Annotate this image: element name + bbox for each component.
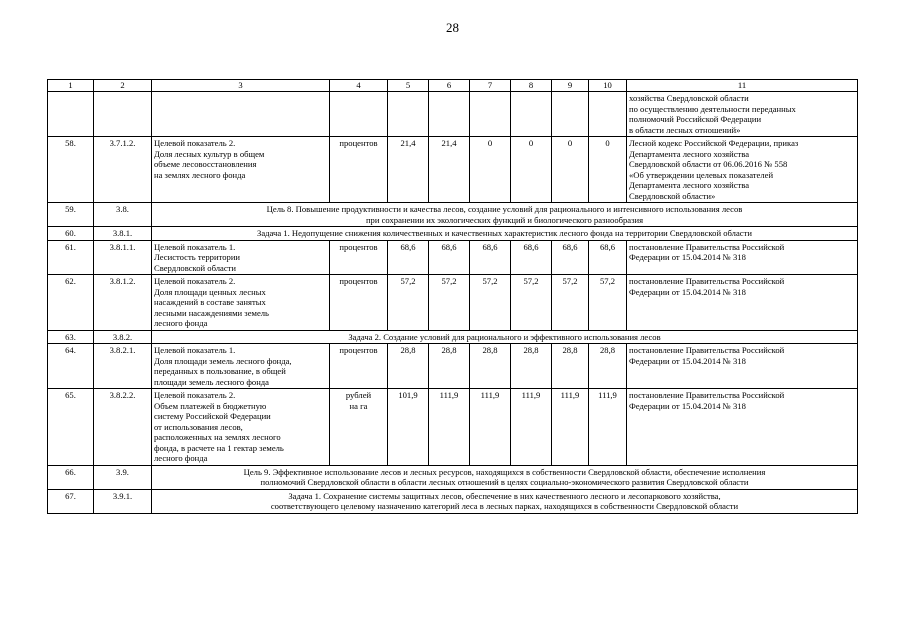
column-header-line: 11: [737, 80, 747, 90]
value-cell: [429, 137, 470, 203]
row-code: [94, 275, 152, 331]
empty-cell: [330, 92, 388, 137]
value-cell-line: 0: [528, 138, 534, 148]
row-number: [48, 389, 94, 466]
column-header: [589, 80, 627, 92]
column-header-line: 5: [405, 80, 411, 90]
source-cell: [627, 137, 858, 203]
indicator-name-line: Целевой показатель 2.: [154, 276, 236, 286]
page-number: 28: [446, 20, 459, 35]
goal-task-text-line: полномочий Свердловской области в области лесных отношений в целях социально-экономического развития Свердловской области: [260, 477, 749, 487]
value-cell: [511, 344, 552, 389]
row-number: [48, 489, 94, 513]
value-cell-line: 68,6: [482, 241, 498, 252]
header-row: [48, 80, 858, 92]
row-number: [48, 275, 94, 331]
value-cell-line: 68,6: [523, 241, 539, 252]
value-cell-line: 0: [605, 138, 610, 148]
unit: [330, 137, 388, 203]
source-cell-line: Свердловской области от 06.06.2016 № 558: [629, 159, 788, 169]
source-cell-line: Департамента лесного хозяйства: [629, 180, 750, 190]
table-row: [48, 489, 858, 513]
value-cell-line: 111,9: [439, 390, 459, 400]
value-cell: [429, 344, 470, 389]
unit: [330, 389, 388, 466]
goal-task-text-line: при сохранении их экологических функций и биологического разнообразия: [365, 214, 644, 225]
goal-task-text: [152, 227, 858, 241]
value-cell-line: 111,9: [560, 390, 580, 400]
indicator-name: [152, 137, 330, 203]
empty-cell: [94, 92, 152, 137]
goal-task-text-line: Задача 1. Недопущение снижения количественных и качественных характеристик лесного фонда на территории Свердловской области: [257, 228, 752, 238]
indicator-name-line: Целевой показатель 2.: [154, 390, 236, 400]
value-cell-line: 57,2: [400, 276, 416, 286]
row-code-line: 3.9.1.: [112, 490, 133, 501]
column-header-line: 10: [603, 80, 612, 90]
continuation-row: [48, 92, 858, 137]
unit-line: рублей: [345, 390, 372, 400]
value-cell-line: 21,4: [400, 138, 416, 148]
source-cell-line: Лесной кодекс Российской Федерации, приказ: [629, 138, 799, 148]
indicator-name: [152, 275, 330, 331]
row-number: [48, 330, 94, 344]
row-code-line: 3.8.1.2.: [109, 276, 136, 286]
row-number: [48, 240, 94, 275]
unit-line: процентов: [339, 241, 378, 252]
source-cell: [627, 240, 858, 275]
value-cell: [429, 389, 470, 466]
value-cell: [589, 344, 627, 389]
source-cell-line: Свердловской области»: [629, 190, 716, 201]
table-row: [48, 330, 858, 344]
indicator-name-line: расположенных на землях лесного: [154, 432, 281, 442]
source-cell-line: «Об утверждении целевых показателей: [629, 169, 774, 180]
goal-task-text-line: Цель 8. Повышение продуктивности и качества лесов, создание условий для рационального и интенсивного использования лесов: [266, 204, 743, 214]
column-header: [388, 80, 429, 92]
value-cell: [388, 344, 429, 389]
indicator-name-line: систему Российской Федерации: [154, 411, 271, 421]
value-cell: [552, 240, 589, 275]
table-row: [48, 137, 858, 203]
unit: [330, 344, 388, 389]
value-cell-line: 28,8: [482, 345, 498, 355]
indicator-name: [152, 389, 330, 466]
row-code: [94, 330, 152, 344]
row-code-line: 3.7.1.2.: [109, 138, 136, 148]
goal-task-text: [152, 203, 858, 227]
row-number: [48, 227, 94, 241]
column-header-line: 6: [446, 80, 452, 90]
column-header: [152, 80, 330, 92]
value-cell-line: 68,6: [599, 241, 616, 252]
unit-line: процентов: [339, 345, 378, 355]
goal-task-text-line: Задача 1. Сохранение системы защитных лесов, обеспечение в них качественного лесного и лесопаркового хозяйства,: [288, 490, 721, 501]
source-cell-line: хозяйства Свердловской области: [629, 93, 749, 103]
indicator-name-line: лесными насаждениями земель: [154, 307, 269, 318]
indicator-name-line: Целевой показатель 2.: [154, 138, 236, 148]
source-cell: [627, 344, 858, 389]
indicator-name-line: площади земель лесного фонда: [154, 376, 269, 387]
source-cell-line: Федерации от 15.04.2014 № 318: [629, 252, 746, 262]
indicator-name-line: Свердловской области: [154, 262, 237, 273]
column-header-line: 9: [567, 80, 573, 90]
row-number-line: 62.: [65, 276, 76, 286]
value-cell: [470, 240, 511, 275]
value-cell-line: 68,6: [562, 241, 578, 252]
row-number: [48, 344, 94, 389]
source-cell-line: постановление Правительства Российской: [629, 276, 785, 286]
row-code-line: 3.8.1.1.: [109, 241, 136, 252]
indicator-name-line: фонда, в расчете на 1 гектар земель: [154, 442, 284, 453]
value-cell: [589, 389, 627, 466]
value-cell: [429, 275, 470, 331]
row-code: [94, 227, 152, 241]
value-cell: [470, 275, 511, 331]
source-cell: [627, 389, 858, 466]
indicator-name-line: лесного фонда: [154, 453, 208, 463]
row-number-line: 63.: [65, 331, 76, 342]
value-cell: [429, 240, 470, 275]
value-cell-line: 57,2: [523, 276, 539, 286]
empty-cell: [388, 92, 429, 137]
unit-line: процентов: [339, 276, 378, 286]
row-code-line: 3.8.2.1.: [109, 345, 136, 355]
row-code: [94, 344, 152, 389]
value-cell-line: 57,2: [562, 276, 578, 286]
row-code-line: 3.9.: [116, 466, 129, 477]
value-cell-line: 111,9: [598, 390, 617, 400]
indicator-name-line: Доля площади ценных лесных: [154, 286, 266, 297]
value-cell: [511, 240, 552, 275]
empty-cell: [152, 92, 330, 137]
row-code: [94, 465, 152, 489]
goal-task-text: [152, 489, 858, 513]
value-cell-line: 28,8: [599, 345, 616, 355]
indicators-table: [47, 79, 858, 514]
column-header-line: 7: [487, 80, 493, 90]
table-row: [48, 203, 858, 227]
value-cell-line: 57,2: [441, 276, 457, 286]
value-cell: [388, 389, 429, 466]
table-row: [48, 275, 858, 331]
value-cell: [589, 275, 627, 331]
column-header-line: 1: [68, 80, 73, 90]
empty-cell: [511, 92, 552, 137]
row-code: [94, 137, 152, 203]
value-cell: [589, 240, 627, 275]
source-cell: [627, 275, 858, 331]
value-cell: [388, 137, 429, 203]
row-code: [94, 389, 152, 466]
indicator-name-line: Лесистость территории: [154, 252, 241, 262]
column-header: [511, 80, 552, 92]
indicator-name-line: Объем платежей в бюджетную: [154, 400, 267, 411]
empty-cell: [470, 92, 511, 137]
row-code: [94, 240, 152, 275]
value-cell-line: 28,8: [441, 345, 457, 355]
row-code-line: 3.8.: [116, 204, 129, 214]
table-row: [48, 465, 858, 489]
value-cell: [511, 389, 552, 466]
row-number-line: 64.: [65, 345, 76, 355]
source-cell: [627, 92, 858, 137]
value-cell-line: 0: [567, 138, 573, 148]
source-cell-line: Федерации от 15.04.2014 № 318: [629, 355, 746, 366]
goal-task-text: [152, 465, 858, 489]
indicator-name-line: переданных в пользование, в общей: [154, 366, 286, 376]
row-code: [94, 489, 152, 513]
indicator-name: [152, 240, 330, 275]
indicator-name: [152, 344, 330, 389]
source-cell-line: в области лесных отношений»: [629, 124, 741, 135]
value-cell: [552, 137, 589, 203]
value-cell: [388, 275, 429, 331]
value-cell: [470, 344, 511, 389]
column-header: [627, 80, 858, 92]
row-code-line: 3.8.1.: [112, 228, 133, 238]
indicator-name-line: объеме лесовосстановления: [154, 159, 257, 169]
unit-line: процентов: [339, 138, 378, 148]
indicator-name-line: Целевой показатель 1.: [154, 241, 236, 252]
row-code-line: 3.8.2.2.: [109, 390, 136, 400]
row-number-line: 65.: [65, 390, 76, 400]
column-header: [552, 80, 589, 92]
unit: [330, 275, 388, 331]
row-number: [48, 465, 94, 489]
value-cell: [470, 389, 511, 466]
indicator-name-line: от использования лесов,: [154, 421, 243, 432]
table-row: [48, 240, 858, 275]
indicator-name-line: Доля лесных культур в общем: [154, 148, 265, 159]
value-cell-line: 28,8: [562, 345, 578, 355]
value-cell-line: 101,9: [398, 390, 418, 400]
column-header-line: 4: [356, 80, 361, 90]
value-cell-line: 68,6: [400, 241, 416, 252]
indicator-name-line: Целевой показатель 1.: [154, 345, 236, 355]
row-code-line: 3.8.2.: [112, 331, 133, 342]
source-cell-line: постановление Правительства Российской: [629, 345, 785, 355]
empty-cell: [552, 92, 589, 137]
value-cell-line: 111,9: [521, 390, 541, 400]
goal-task-text-line: соответствующего целевому назначению категорий леса в лесных парках, находящихся в собственности Свердловской области: [270, 501, 739, 511]
goal-task-text-line: Задача 2. Создание условий для рационального и эффективного использования лесов: [348, 331, 661, 342]
table-row: [48, 389, 858, 466]
row-number-line: 58.: [65, 138, 76, 148]
value-cell: [511, 137, 552, 203]
unit-line: на га: [349, 400, 368, 411]
value-cell-line: 28,8: [523, 345, 539, 355]
source-cell-line: Федерации от 15.04.2014 № 318: [629, 400, 746, 411]
goal-task-text-line: Цель 9. Эффективное использование лесов и лесных ресурсов, находящихся в собственности Свердловской области, обеспечение исполнения: [243, 466, 766, 477]
value-cell-line: 0: [487, 138, 493, 148]
empty-cell: [589, 92, 627, 137]
unit: [330, 240, 388, 275]
source-cell-line: Департамента лесного хозяйства: [629, 148, 750, 159]
column-header-line: 3: [238, 80, 243, 90]
column-header: [429, 80, 470, 92]
empty-cell: [48, 92, 94, 137]
column-header: [48, 80, 94, 92]
column-header: [470, 80, 511, 92]
row-code: [94, 203, 152, 227]
value-cell-line: 57,2: [482, 276, 498, 286]
indicator-name-line: насаждений в составе занятых: [154, 297, 266, 307]
value-cell: [470, 137, 511, 203]
row-number-line: 61.: [65, 241, 76, 252]
row-number-line: 59.: [65, 204, 76, 214]
row-number-line: 67.: [65, 490, 76, 501]
value-cell: [511, 275, 552, 331]
source-cell-line: Федерации от 15.04.2014 № 318: [629, 286, 746, 297]
column-header: [94, 80, 152, 92]
column-header-line: 8: [528, 80, 534, 90]
value-cell-line: 21,4: [441, 138, 457, 148]
value-cell-line: 111,9: [480, 390, 500, 400]
value-cell: [552, 389, 589, 466]
row-number: [48, 203, 94, 227]
column-header: [330, 80, 388, 92]
table-row: [48, 344, 858, 389]
goal-task-text: [152, 330, 858, 344]
row-number-line: 60.: [65, 228, 76, 238]
indicator-name-line: на землях лесного фонда: [154, 169, 246, 180]
value-cell-line: 57,2: [599, 276, 616, 286]
value-cell-line: 68,6: [441, 241, 457, 252]
row-number-line: 66.: [65, 466, 76, 477]
indicator-name-line: лесного фонда: [154, 318, 208, 328]
indicator-name-line: Доля площади земель лесного фонда,: [154, 355, 292, 366]
value-cell-line: 28,8: [400, 345, 416, 355]
source-cell-line: постановление Правительства Российской: [629, 241, 785, 252]
row-number: [48, 137, 94, 203]
value-cell: [552, 275, 589, 331]
empty-cell: [429, 92, 470, 137]
column-header-line: 2: [120, 80, 125, 90]
value-cell: [552, 344, 589, 389]
value-cell: [388, 240, 429, 275]
table-row: [48, 227, 858, 241]
source-cell-line: по осуществлению деятельности переданных: [629, 103, 796, 114]
value-cell: [589, 137, 627, 203]
source-cell-line: полномочий Российской Федерации: [629, 114, 762, 124]
source-cell-line: постановление Правительства Российской: [629, 390, 785, 400]
